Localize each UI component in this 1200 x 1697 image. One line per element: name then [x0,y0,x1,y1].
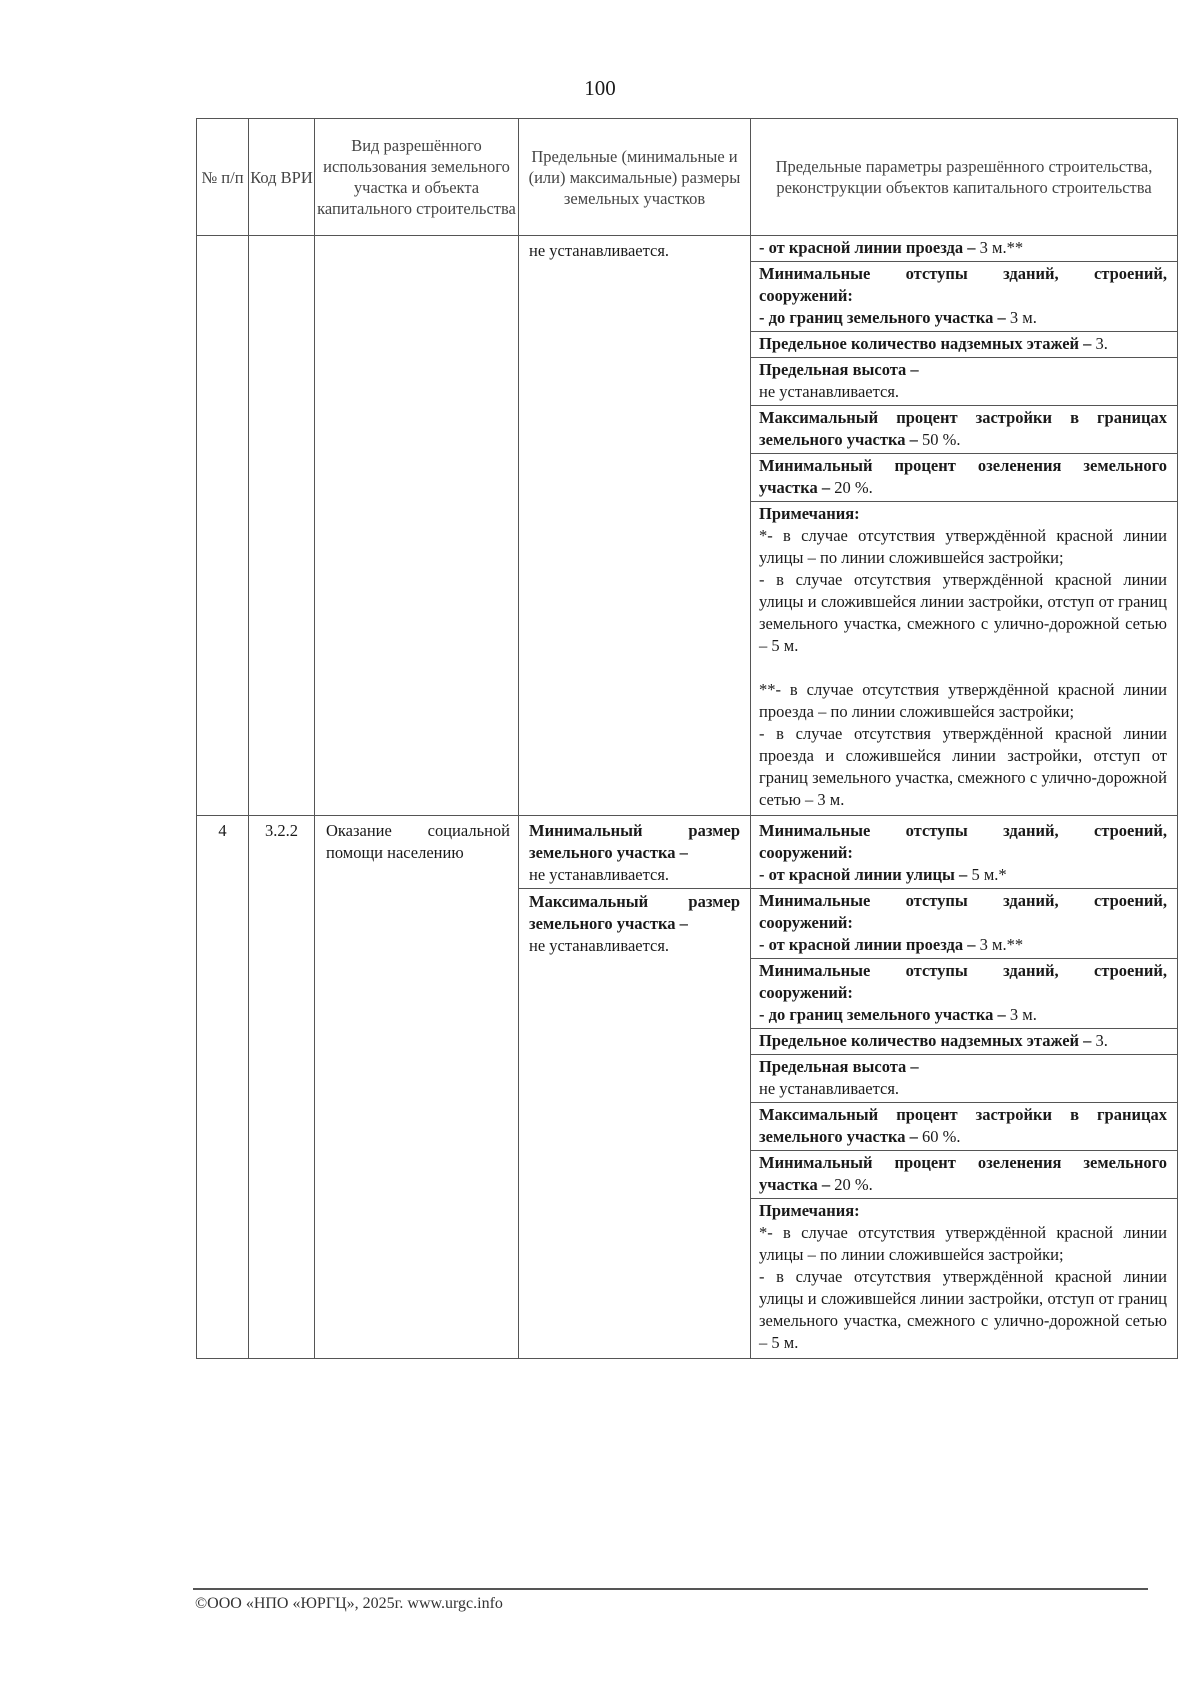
note-line: **- в случае отсутствия утверждённой красной линии проезда – по линии сложившейся застройки; [759,680,1167,721]
header-code: Код ВРИ [249,119,315,236]
param-bold: - от красной линии улицы – [759,865,972,884]
param-value: 50 %. [921,430,961,449]
param-block [751,816,1177,888]
param-value: не устанавливается. [759,382,900,401]
param-bold: - от красной линии проезда – [759,238,980,257]
param-value: 3. [1095,1031,1108,1050]
cell-plot [519,236,751,816]
param-block [751,357,1177,405]
param-block [751,1028,1177,1054]
param-bold: Минимальные отступы зданий, строений, сооружений: [759,891,1167,932]
param-value: 60 %. [921,1127,961,1146]
param-value: 3 м.** [979,238,1024,257]
param-block [751,261,1177,331]
param-bold: Минимальные отступы зданий, строений, сооружений: [759,821,1167,862]
param-block [751,1054,1177,1102]
note-line: - в случае отсутствия утверждённой красной линии улицы и сложившейся линии застройки, отступ от границ земельного участка, смежного с улично-дорожной сетью – 5 м. [759,1267,1167,1352]
param-bold: Предельное количество надземных этажей – [759,1031,1096,1050]
plot-min-block [519,816,750,888]
param-value: 20 %. [834,478,873,497]
param-block [751,453,1177,501]
param-bold: Минимальный процент озеленения земельного участка – [759,1153,1167,1194]
cell-params [751,236,1178,816]
param-bold: Предельная высота – [759,360,919,379]
param-bold: Максимальный процент застройки в границах земельного участка – [759,1105,1167,1146]
param-value: 3 м.** [979,935,1024,954]
plot-text: не устанавливается. [529,241,670,260]
param-value: 3. [1095,334,1108,353]
header-plot-size: Предельные (минимальные и (или) максимальные) размеры земельных участков [519,119,751,236]
note-line: *- в случае отсутствия утверждённой красной линии улицы – по линии сложившейся застройки; [759,526,1167,567]
footer-divider [193,1588,1148,1590]
header-params: Предельные параметры разрешённого строительства, реконструкции объектов капитального строительства [751,119,1178,236]
param-bold: Минимальные отступы зданий, строений, сооружений: [759,264,1167,305]
param-value: 20 %. [834,1175,873,1194]
cell-use: Оказание социальной помощи населению [315,816,519,1359]
plot-max-label: Максимальный размер земельного участка – [529,892,740,933]
cell-code [249,236,315,816]
note-line: - в случае отсутствия утверждённой красной линии улицы и сложившейся линии застройки, отступ от границ земельного участка, смежного с улично-дорожной сетью – 5 м. [759,570,1167,655]
table-row-continuation [197,236,1178,816]
table-row-4 [197,816,1178,1359]
param-value: 5 м.* [971,865,1007,884]
cell-use [315,236,519,816]
cell-plot [519,816,751,1359]
param-bold: Предельная высота – [759,1057,919,1076]
header-use: Вид разрешённого использования земельного участка и объекта капитального строительства [315,119,519,236]
param-bold: - до границ земельного участка – [759,1005,1010,1024]
plot-min-label: Минимальный размер земельного участка – [529,821,740,862]
param-bold: - от красной линии проезда – [759,935,980,954]
param-value: не устанавливается. [759,1079,900,1098]
param-bold: - до границ земельного участка – [759,308,1010,327]
regulations-table [196,118,1178,1359]
param-block [751,1150,1177,1198]
param-block [751,1102,1177,1150]
param-block [751,888,1177,958]
notes-title: Примечания: [759,1201,860,1220]
header-num: № п/п [197,119,249,236]
cell-num: 4 [197,816,249,1359]
param-block [751,958,1177,1028]
plot-max-block [519,888,750,959]
cell-num [197,236,249,816]
plot-min-value: не устанавливается. [529,865,670,884]
note-line: *- в случае отсутствия утверждённой красной линии улицы – по линии сложившейся застройки; [759,1223,1167,1264]
cell-code: 3.2.2 [249,816,315,1359]
param-bold: Максимальный процент застройки в границах земельного участка – [759,408,1167,449]
param-block [751,405,1177,453]
plot-max-value: не устанавливается. [529,936,670,955]
cell-params [751,816,1178,1359]
param-bold: Предельное количество надземных этажей – [759,334,1096,353]
param-bold: Минимальные отступы зданий, строений, сооружений: [759,961,1167,1002]
footer-copyright: ©ООО «НПО «ЮРГЦ», 2025г. www.urgc.info [195,1595,503,1612]
param-block [751,236,1177,261]
param-bold: Минимальный процент озеленения земельного участка – [759,456,1167,497]
note-line: - в случае отсутствия утверждённой красной линии проезда и сложившейся линии застройки, отступ от границ земельного участка, смежного с улично-дорожной сетью – 3 м. [759,724,1167,809]
notes-block [751,1198,1177,1358]
page-number: 100 [584,76,616,100]
param-value: 3 м. [1009,308,1037,327]
notes-block [751,501,1177,815]
notes-title: Примечания: [759,504,860,523]
param-block [751,331,1177,357]
table-header-row [197,119,1178,236]
param-value: 3 м. [1009,1005,1037,1024]
